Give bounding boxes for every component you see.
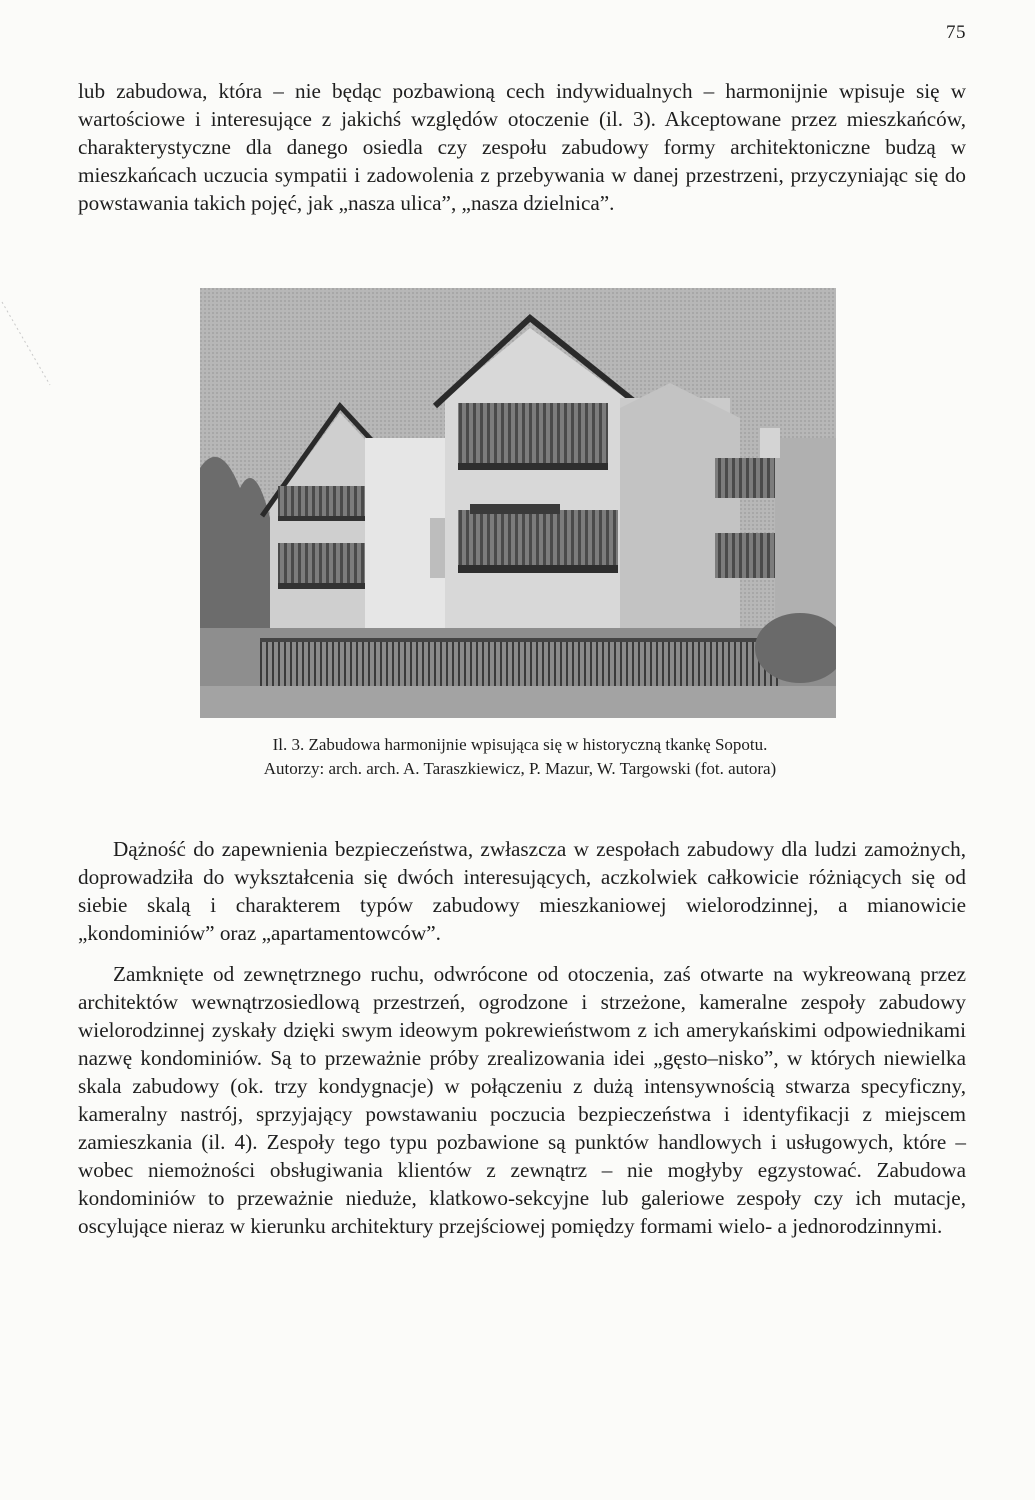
figure-caption [160,733,880,781]
body-paragraph-1: Dążność do zapewnienia bezpieczeństwa, zwłaszcza w zespołach zabudowy dla ludzi zamożnych, doprowadziła do wykształcenia się dwóch interesujących, aczkolwiek całkowicie różniących się od siebie skalą i charakterem typów zabudowy mieszkaniowej wielorodzinnej, a mianowicie „kondominiów” oraz „apartamentowców”. [78,837,966,945]
caption-line-1: Il. 3. Zabudowa harmonijnie wpisująca się w historyczną tkankę Sopotu. [272,735,768,754]
page-number: 75 [946,22,966,43]
figure-photo-residential-building [200,288,836,718]
intro-paragraph: lub zabudowa, która – nie będąc pozbawioną cech indywidualnych – harmonijnie wpisuje się w wartościowe i interesujące z jakichś względów otoczenie (il. 3). Akceptowane przez mieszkańców, charakterystyczne dla danego osiedla czy zespołu zabudowy formy architektoniczne budzą w mieszkańcach uczucia sympatii i zadowolenia z przebywania w danej przestrzeni, przyczyniając się do powstawania takich pojęć, jak „nasza ulica”, „nasza dzielnica”. [78,79,966,215]
scan-artifact-line [0,300,55,390]
caption-line-2: Autorzy: arch. arch. A. Taraszkiewicz, P. Mazur, W. Targowski (fot. autora) [263,759,777,778]
body-paragraph-2: Zamknięte od zewnętrznego ruchu, odwrócone od otoczenia, zaś otwarte na wykreowaną przez architektów wewnątrzosiedlową przestrzeń, ogrodzone i strzeżone, kameralne zespoły zabudowy wielorodzinnej zyskały dzięki swym ideowym pokrewieństwom z ich amerykańskimi odpowiednikami nazwę kondominiów. Są to przeważnie próby zrealizowania idei „gęsto–nisko”, w których niewielka skala zabudowy (ok. trzy kondygnacje) w połączeniu z dużą intensywnością stwarza specyficzny, kameralny nastrój, sprzyjający powstawaniu poczucia bezpieczeństwa i identyfikacji z miejscem zamieszkania (il. 4). Zespoły tego typu pozbawione są punktów handlowych i usługowych, które – wobec niemożności obsługiwania klientów z zewnątrz – nie mogłyby egzystować. Zabudowa kondominiów to przeważnie nieduże, klatkowo-sekcyjne lub galeriowe zespoły czy ich mutacje, oscylujące nieraz w kierunku architektury przejściowej pomiędzy formami wielo- a jednorodzinnymi. [78,962,966,1238]
